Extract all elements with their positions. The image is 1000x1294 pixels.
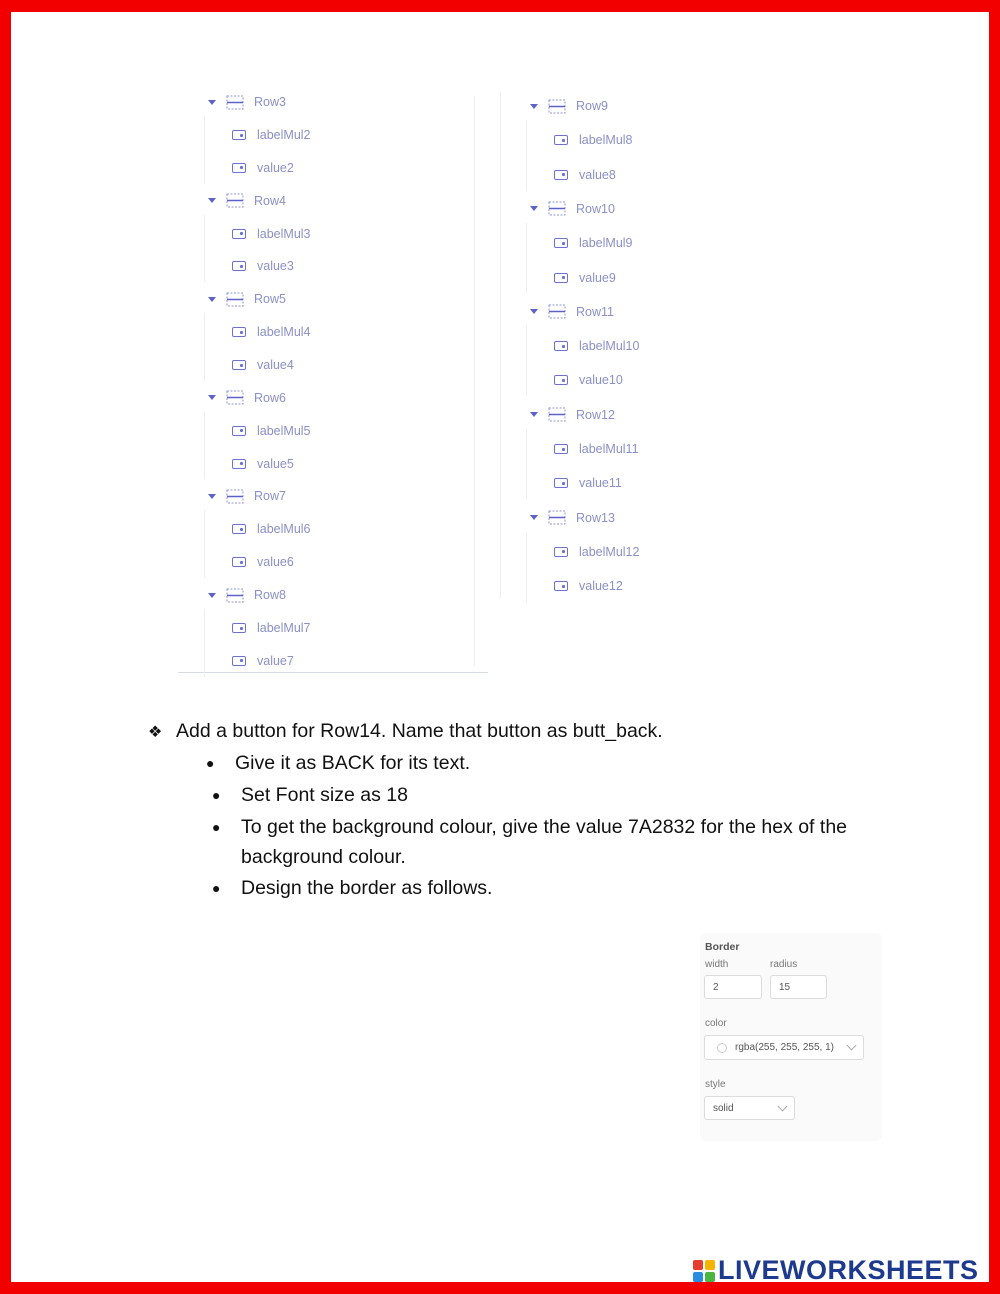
- tree-node-label: Row6: [254, 390, 286, 405]
- tree-leaf-node[interactable]: [554, 165, 616, 185]
- label-component-icon: [554, 547, 568, 557]
- bullet-icon: ●: [212, 819, 221, 835]
- tree-leaf-node[interactable]: [554, 542, 639, 562]
- diamond-bullet-icon: ❖: [148, 723, 163, 741]
- caret-down-icon[interactable]: [530, 206, 538, 211]
- tree-guide-line: [204, 116, 205, 184]
- border-width-input[interactable]: [704, 975, 762, 999]
- tree-row-node[interactable]: [530, 405, 615, 425]
- border-width-value: 2: [713, 981, 719, 993]
- tree-leaf-node[interactable]: [554, 233, 633, 253]
- border-title: Border: [705, 941, 740, 953]
- tree-node-label: value9: [579, 270, 616, 285]
- tree-row-node[interactable]: [530, 302, 614, 322]
- tree-node-label: value4: [257, 358, 294, 372]
- tree-guide-line: [204, 510, 205, 578]
- label-component-icon: [232, 327, 246, 337]
- style-label: style: [705, 1079, 726, 1090]
- tree-panel-left: [178, 86, 488, 673]
- tree-node-label: value6: [257, 555, 294, 570]
- tree-row-node[interactable]: [208, 585, 286, 605]
- bullet-icon: ●: [212, 787, 221, 803]
- chevron-down-icon: [778, 1102, 788, 1112]
- border-radius-input[interactable]: [770, 975, 827, 999]
- tree-guide-line: [526, 532, 527, 603]
- border-style-select[interactable]: [704, 1096, 795, 1120]
- tree-node-label: labelMul5: [257, 423, 311, 438]
- instruction-item-text: Give it as BACK for its text.: [235, 752, 471, 774]
- tree-leaf-node[interactable]: [554, 268, 616, 288]
- tree-guide-line: [526, 223, 527, 294]
- label-component-icon: [232, 557, 246, 567]
- border-settings-panel: [700, 933, 882, 1141]
- instruction-item: [212, 873, 881, 903]
- tree-leaf-node[interactable]: [232, 224, 311, 244]
- tree-node-label: labelMul7: [257, 621, 311, 635]
- tree-node-label: Row13: [576, 510, 615, 525]
- label-component-icon: [232, 656, 246, 666]
- tree-leaf-node[interactable]: [232, 256, 294, 276]
- label-component-icon: [232, 459, 246, 469]
- caret-down-icon[interactable]: [208, 100, 216, 105]
- tree-node-label: Row11: [576, 304, 614, 319]
- tree-node-label: Row4: [254, 193, 286, 208]
- tree-leaf-node[interactable]: [554, 576, 623, 596]
- instruction-item: [206, 748, 875, 778]
- instruction-item-text: Design the border as follows.: [241, 877, 493, 899]
- label-component-icon: [554, 273, 568, 283]
- caret-down-icon[interactable]: [530, 309, 538, 314]
- row-layout-icon: [226, 95, 244, 110]
- caret-down-icon[interactable]: [208, 593, 216, 598]
- bullet-icon: ●: [206, 755, 215, 771]
- tree-leaf-node[interactable]: [554, 439, 639, 459]
- label-component-icon: [232, 360, 246, 370]
- tree-node-label: Row12: [576, 407, 615, 422]
- tree-node-label: Row9: [576, 99, 608, 113]
- tree-node-label: Row3: [254, 95, 286, 109]
- tree-node-label: value5: [257, 456, 294, 471]
- label-component-icon: [554, 581, 568, 591]
- border-color-value: rgba(255, 255, 255, 1): [735, 1042, 834, 1053]
- border-radius-value: 15: [779, 981, 791, 993]
- tree-guide-line: [204, 412, 205, 480]
- main-instruction: [148, 720, 663, 743]
- logo-mark-icon: [693, 1260, 715, 1282]
- tree-guide-line: [526, 120, 527, 191]
- tree-guide-line: [526, 326, 527, 397]
- label-component-icon: [232, 130, 246, 140]
- tree-leaf-node[interactable]: [232, 355, 294, 375]
- tree-row-node[interactable]: [208, 388, 286, 408]
- label-component-icon: [232, 261, 246, 271]
- tree-node-label: value12: [579, 579, 623, 594]
- label-component-icon: [554, 170, 568, 180]
- chevron-down-icon: [847, 1041, 857, 1051]
- tree-guide-line: [204, 313, 205, 381]
- tree-node-label: labelMul12: [579, 544, 640, 559]
- main-instruction-text: Add a button for Row14. Name that button as butt_back.: [176, 720, 663, 742]
- tree-panel-right: [500, 92, 700, 602]
- tree-leaf-node[interactable]: [232, 618, 311, 638]
- bullet-icon: ●: [212, 880, 221, 896]
- label-component-icon: [232, 426, 246, 436]
- tree-node-label: Row7: [254, 489, 286, 504]
- instruction-item-text: Set Font size as 18: [241, 784, 408, 806]
- row-layout-icon: [548, 510, 566, 525]
- tree-node-label: labelMul2: [257, 128, 311, 142]
- color-swatch-icon: [717, 1043, 727, 1053]
- logo-text: LIVEWORKSHEETS: [718, 1255, 979, 1285]
- label-component-icon: [232, 229, 246, 239]
- tree-row-node[interactable]: [208, 191, 286, 211]
- tree-node-label: labelMul10: [579, 339, 640, 354]
- row-layout-icon: [548, 201, 566, 216]
- row-layout-icon: [226, 588, 244, 603]
- label-component-icon: [554, 478, 568, 488]
- tree-leaf-node[interactable]: [232, 552, 294, 572]
- tree-node-label: value10: [579, 373, 623, 388]
- tree-node-label: labelMul8: [579, 133, 633, 148]
- tree-row-node[interactable]: [530, 199, 615, 219]
- caret-down-icon[interactable]: [208, 494, 216, 499]
- tree-row-node[interactable]: [208, 486, 286, 506]
- row-layout-icon: [226, 193, 244, 208]
- tree-guide-line: [204, 609, 205, 677]
- tree-leaf-node[interactable]: [232, 519, 311, 539]
- row-layout-icon: [226, 390, 244, 405]
- tree-leaf-node[interactable]: [232, 322, 311, 342]
- caret-down-icon[interactable]: [530, 515, 538, 520]
- tree-leaf-node[interactable]: [232, 454, 294, 474]
- tree-leaf-node[interactable]: [232, 651, 294, 671]
- tree-row-node[interactable]: [208, 92, 286, 112]
- row-layout-icon: [548, 407, 566, 422]
- tree-node-label: labelMul9: [579, 236, 633, 251]
- row-layout-icon: [226, 489, 244, 504]
- label-component-icon: [232, 524, 246, 534]
- tree-guide-line: [526, 429, 527, 500]
- tree-leaf-node[interactable]: [554, 473, 622, 493]
- label-component-icon: [554, 444, 568, 454]
- caret-down-icon[interactable]: [208, 198, 216, 203]
- tree-node-label: Row10: [576, 201, 615, 216]
- tree-leaf-node[interactable]: [232, 158, 294, 178]
- border-style-value: solid: [713, 1102, 734, 1114]
- label-component-icon: [554, 238, 568, 248]
- instruction-item-text: To get the background colour, give the value 7A2832 for the hex of the background colour.: [241, 816, 848, 868]
- tree-row-node[interactable]: [530, 96, 608, 116]
- label-component-icon: [232, 163, 246, 173]
- tree-node-label: value3: [257, 259, 294, 274]
- tree-leaf-node[interactable]: [554, 370, 623, 390]
- caret-down-icon[interactable]: [530, 412, 538, 417]
- tree-node-label: value2: [257, 160, 294, 175]
- tree-node-label: labelMul3: [257, 226, 311, 241]
- row-layout-icon: [548, 304, 566, 319]
- tree-node-label: labelMul11: [579, 442, 639, 456]
- label-component-icon: [554, 135, 568, 145]
- tree-leaf-node[interactable]: [554, 130, 633, 150]
- panel-divider: [500, 92, 501, 598]
- liveworksheets-logo: [693, 1255, 979, 1286]
- label-component-icon: [232, 623, 246, 633]
- tree-node-label: value7: [257, 653, 294, 668]
- tree-node-label: Row5: [254, 292, 286, 307]
- tree-node-label: value8: [579, 167, 616, 182]
- instruction-item: [212, 780, 881, 810]
- tree-leaf-node[interactable]: [232, 421, 311, 441]
- border-color-select[interactable]: [704, 1035, 864, 1060]
- tree-leaf-node[interactable]: [232, 125, 311, 145]
- width-label: width: [705, 959, 729, 970]
- panel-divider: [474, 96, 475, 666]
- color-label: color: [705, 1018, 727, 1029]
- tree-node-label: Row8: [254, 588, 286, 602]
- radius-label: radius: [770, 959, 798, 970]
- caret-down-icon[interactable]: [208, 297, 216, 302]
- tree-row-node[interactable]: [530, 508, 615, 528]
- tree-leaf-node[interactable]: [554, 336, 639, 356]
- tree-row-node[interactable]: [208, 289, 286, 309]
- tree-node-label: labelMul6: [257, 522, 311, 537]
- caret-down-icon[interactable]: [208, 395, 216, 400]
- label-component-icon: [554, 375, 568, 385]
- row-layout-icon: [548, 99, 566, 114]
- tree-node-label: labelMul4: [257, 325, 311, 340]
- tree-node-label: value11: [579, 476, 622, 491]
- caret-down-icon[interactable]: [530, 104, 538, 109]
- instruction-item: [212, 812, 881, 872]
- label-component-icon: [554, 341, 568, 351]
- tree-guide-line: [204, 215, 205, 283]
- row-layout-icon: [226, 292, 244, 307]
